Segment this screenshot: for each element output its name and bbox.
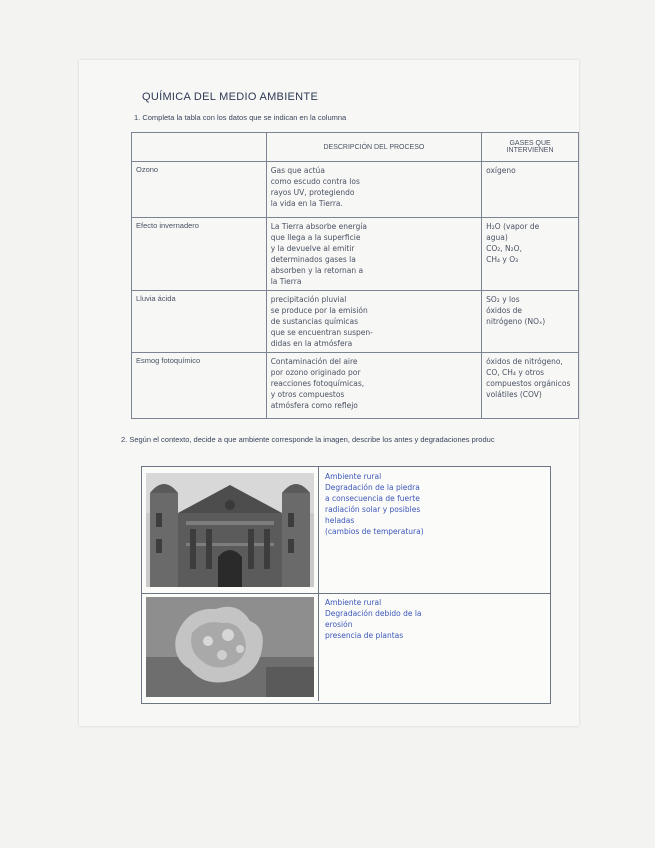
handwritten-gases: H₂O (vapor de agua) CO₂, N₂O, CH₄ y O₃ [482,218,579,291]
image-cell [142,593,319,701]
handwritten-gases: oxígeno [482,162,579,218]
gases-table [131,132,579,419]
table-row [142,593,550,701]
table-row [132,162,579,218]
handwritten-answer: Ambiente rural Degradación de la piedra a consecuencia de fuerte radiación solar y posibles heladas (cambios de temperatura) [325,472,424,536]
image-cell [142,467,319,593]
row-label: Efecto invernadero [132,218,267,291]
environment-table [141,466,551,704]
handwritten-gases: SO₂ y los óxidos de nitrógeno (NOₓ) [482,291,579,353]
handwritten-description: La Tierra absorbe energía que llega a la superficie y la devuelve al emitir determinados gases la absorben y la retornan a la Tierra [266,218,481,291]
handwritten-description: precipitación pluvial se produce por la emisión de sustancias químicas que se encuentran suspen- didas en la atmósfera [266,291,481,353]
question-2: 2. Según el contexto, decide a que ambiente corresponde la imagen, describe los antes y degradaciones produc [121,435,495,444]
header-empty [132,133,267,162]
row-label: Esmog fotoquímico [132,353,267,419]
table-header-row [132,133,579,162]
handwritten-description: Contaminación del aire por ozono originado por reacciones fotoquímicas, y otros compuestos atmósfera como reflejo [266,353,481,419]
header-description: DESCRIPCIÓN DEL PROCESO [266,133,481,162]
table-row [132,218,579,291]
worksheet-page [79,60,579,726]
table-row [132,353,579,419]
table-row [142,467,550,594]
question-1: 1. Completa la tabla con los datos que se indican en la columna [134,113,347,122]
row-label: Ozono [132,162,267,218]
page-title: QUÍMICA DEL MEDIO AMBIENTE [142,91,319,103]
handwritten-gases: óxidos de nitrógeno, CO, CH₄ y otros compuestos orgánicos volátiles (COV) [482,353,579,419]
header-gases: GASES QUE INTERVIENEN [482,133,579,162]
church-facade-photo [146,473,314,587]
handwritten-answer: Ambiente rural Degradación debido de la erosión presencia de plantas [325,598,422,640]
row-label: Lluvia ácida [132,291,267,353]
lichen-on-rock-photo [146,597,314,697]
handwritten-description: Gas que actúa como escudo contra los rayos UV, protegiendo la vida en la Tierra. [266,162,481,218]
table-row [132,291,579,353]
